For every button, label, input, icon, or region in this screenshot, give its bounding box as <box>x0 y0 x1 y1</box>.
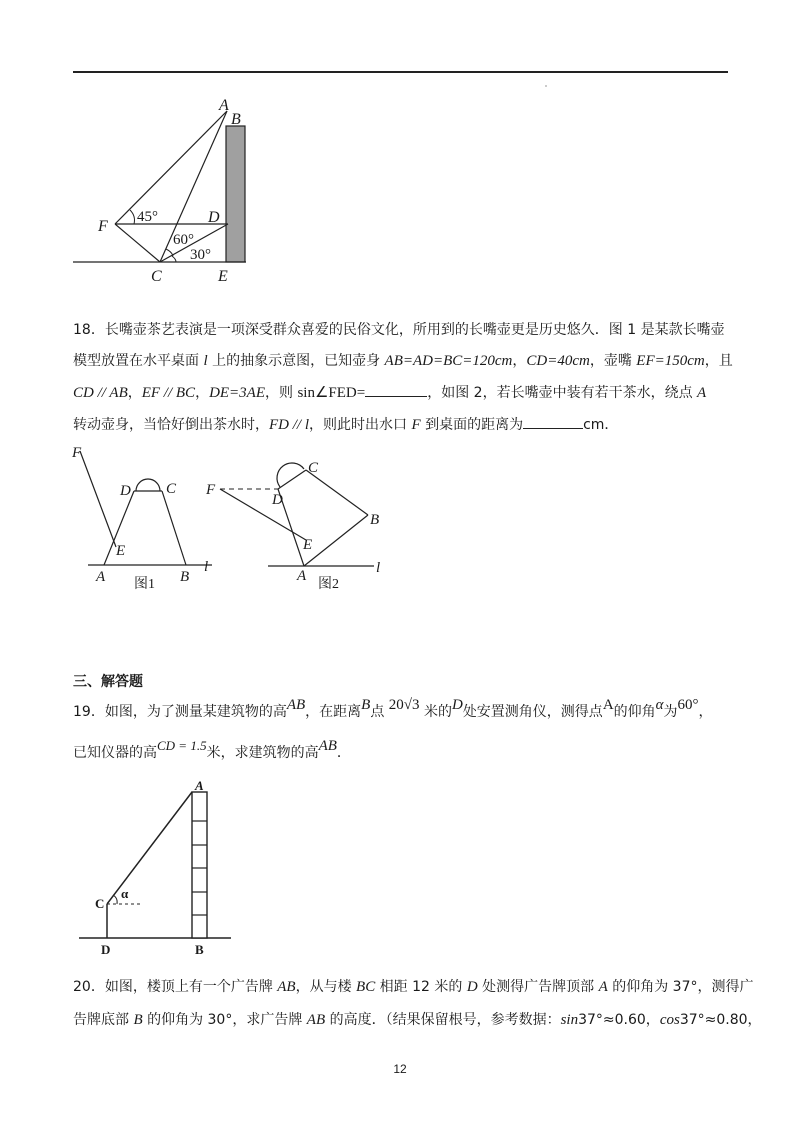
fig19-B: B <box>195 942 204 957</box>
fig2-E: E <box>303 537 313 553</box>
fig2-l: l <box>376 560 381 576</box>
fig19-C: C <box>95 896 105 911</box>
answer-blank-2 <box>523 416 583 429</box>
header-rule <box>73 71 728 73</box>
fig2-C: C <box>308 460 319 476</box>
section-title: 三、解答题 <box>73 674 143 690</box>
label-F: F <box>98 218 108 235</box>
fig1-A: A <box>96 569 106 585</box>
q18-line3: CD // AB，EF // BC，DE=3AE，则 sin∠FED= ，如图 2，若长嘴壶中装有若干茶水，绕点 A <box>73 385 707 401</box>
fig2-A: A <box>297 568 307 584</box>
fig1-B: B <box>180 569 190 585</box>
fig2-D: D <box>272 492 283 508</box>
fig1-C: C <box>166 481 177 497</box>
figure-q18-2 <box>200 452 400 597</box>
speck <box>545 85 547 87</box>
q19-line1: 19．如图，为了测量某建筑物的高AB，在距离B点 20√3 米的D处安置测角仪，测得点A的仰角α为60°， <box>73 697 713 720</box>
label-C: C <box>151 268 162 285</box>
building-rect <box>226 126 245 262</box>
angle-30: 30° <box>190 247 211 263</box>
q18-line2: 模型放置在水平桌面 l 上的抽象示意图，已知壶身 AB=AD=BC=120cm，CD=40cm，壶嘴 EF=150cm，且 <box>73 353 733 369</box>
q20-line2: 告牌底部 B 的仰角为 30°，求广告牌 AB 的高度．（结果保留根号，参考数据：sin37°≈0.60，cos37°≈0.80， <box>73 1012 762 1028</box>
label-A: A <box>219 97 229 114</box>
fig2-caption: 图2 <box>318 577 339 592</box>
fig2-B: B <box>370 512 380 528</box>
q18-line1: 18．长嘴壶茶艺表演是一项深受群众喜爱的民俗文化，所用到的长嘴壶更是历史悠久．图 1 是某款长嘴壶 <box>73 322 725 338</box>
label-E: E <box>218 268 228 285</box>
answer-blank-1 <box>365 384 427 397</box>
fig1-caption: 图1 <box>134 577 155 592</box>
fig2-F: F <box>206 482 216 498</box>
label-B: B <box>231 111 241 128</box>
angle-60: 60° <box>173 232 194 248</box>
fig19-D: D <box>101 942 111 957</box>
fig1-E: E <box>116 543 126 559</box>
figure-q17 <box>70 96 270 286</box>
building-tower <box>192 792 207 938</box>
label-D: D <box>208 209 220 226</box>
figure-q19 <box>75 778 240 958</box>
fig19-alpha: α <box>121 886 129 901</box>
q19-line2: 已知仪器的高CD = 1.5米，求建筑物的高AB． <box>73 738 351 761</box>
page-number: 12 <box>393 1062 407 1076</box>
figure-q18-1 <box>70 443 220 595</box>
q18-line4: 转动壶身，当恰好倒出茶水时，FD // l，则此时出水口 F 到桌面的距离为 cm． <box>73 417 619 433</box>
fig19-A: A <box>195 778 204 793</box>
angle-45: 45° <box>137 209 158 225</box>
q20-line1: 20．如图，楼顶上有一个广告牌 AB，从与楼 BC 相距 12 米的 D 处测得广告牌顶部 A 的仰角为 37°，测得广 <box>73 979 754 995</box>
fig1-F: F <box>72 445 82 461</box>
fig1-l: l <box>204 559 209 575</box>
fig1-D: D <box>120 483 131 499</box>
